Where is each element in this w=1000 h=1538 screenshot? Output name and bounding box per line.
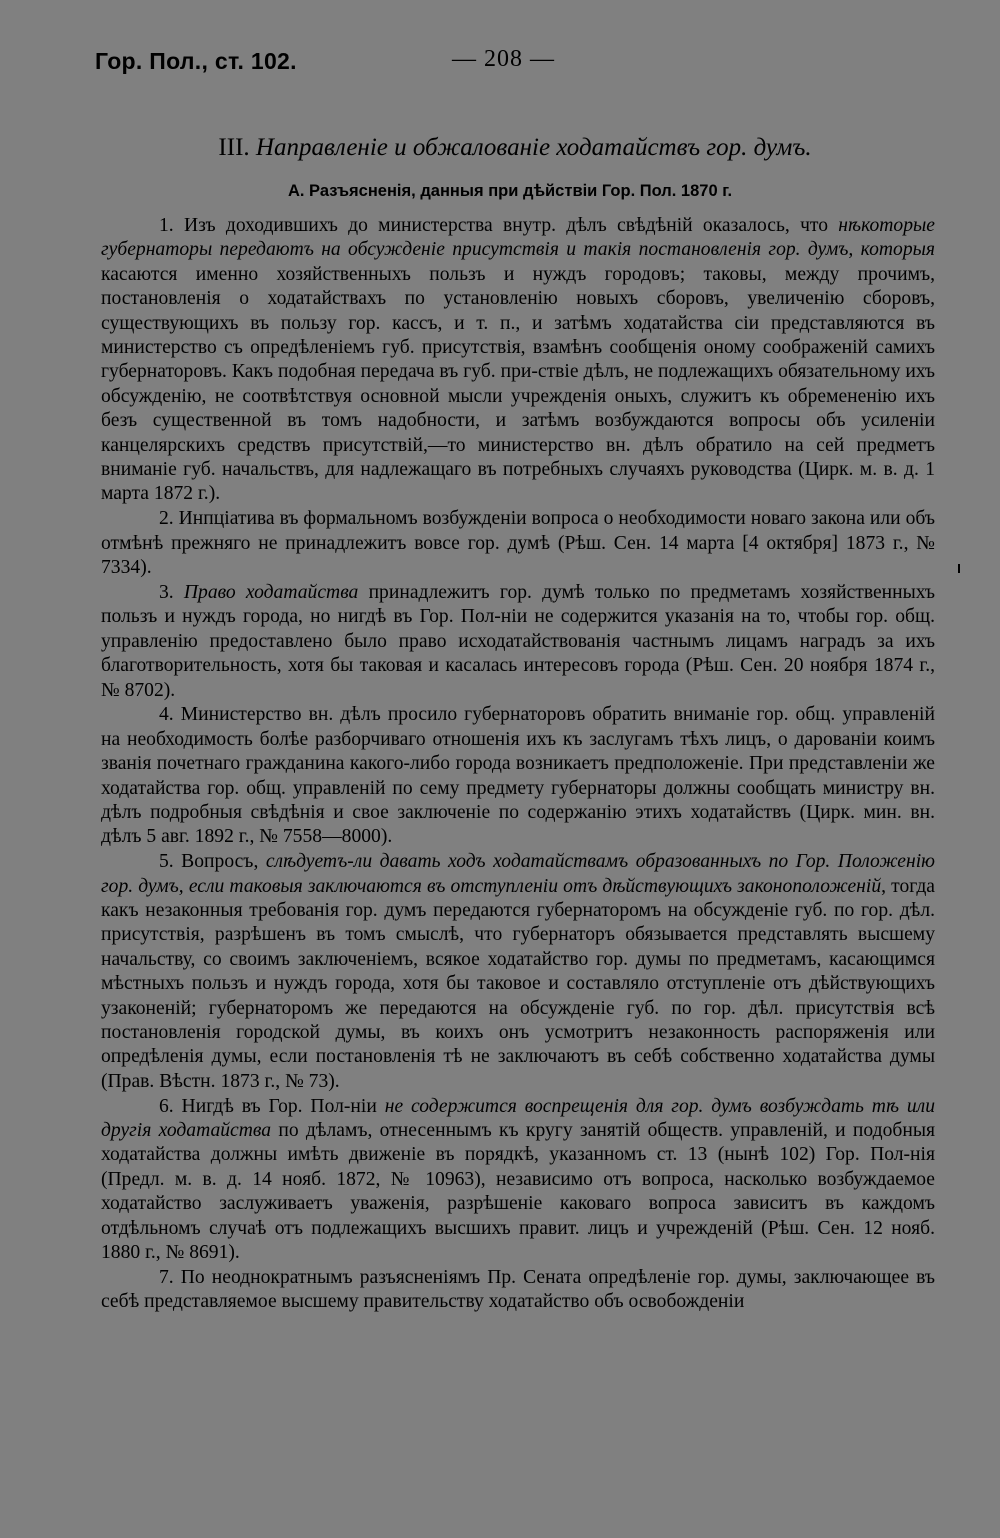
paragraph-1-emphasis: нѣкоторые губернаторы передаютъ на обсужденіе присутствія и такія постановленія гор. думъ, которыя bbox=[101, 215, 935, 261]
paragraph-5-text-cont: , тогда какъ незаконныя требованія гор. думъ передаются губернаторомъ на обсужденіе губ. по гор. дѣл. присутствія, разрѣшенъ въ томъ смыслѣ, что губернаторъ обязывается представлять высшему начальству, со своимъ заключеніемъ, всякое ходатайство гор. думы по предметамъ, касающимся мѣстныхъ пользъ и нуждъ города, хотя бы таковое и составляло отступленіе отъ дѣйствующихъ узаконеній; губернаторомъ же передаются на обсужденіе губ. по гор. дѣл. присутствія всѣ постановленія городской думы, въ коихъ онъ усмотритъ незаконность распоряженія или опредѣленія думы, если постановленія тѣ не заключаютъ въ себѣ собственно ходатайства думы (Прав. Вѣстн. 1873 г., № 73). bbox=[101, 875, 935, 1092]
paragraph-7-text: 7. По неоднократнымъ разъясненіямъ Пр. Сената опредѣленіе гор. думы, заключающее въ себѣ представляемое высшему правительству ходатайство объ освобожденіи bbox=[101, 1266, 935, 1313]
paragraph-6-text: 6. Нигдѣ въ Гор. Пол-ніи bbox=[159, 1095, 385, 1117]
section-title-text: Направленіе и обжалованіе ходатайствъ гор. думъ. bbox=[255, 134, 812, 161]
margin-mark bbox=[958, 564, 960, 573]
paragraph-2-text: 2. Инпціатива въ формальномъ возбужденіи вопроса о необходимости новаго закона или объ отмѣнѣ прежняго не принадлежитъ вовсе гор. думѣ (Рѣш. Сен. 14 марта [4 октября] 1873 г., № 7334). bbox=[101, 508, 935, 579]
paragraph-4-text: 4. Министерство вн. дѣлъ просило губернаторовъ обратить вниманіе гор. общ. управленій на необходимость болѣе разборчиваго отношенія ихъ къ заслугамъ тѣхъ лицъ, о дарованіи коимъ званія почетнаго гражданина какого-либо города возникаетъ предположеніе. При представленіи же ходатайства гор. общ. управленій по сему предмету губернаторы должны сообщать министру вн. дѣлъ подробныя свѣдѣнія и свое заключеніе по содержанію этихъ ходатайствъ (Цирк. мин. вн. дѣлъ 5 авг. 1892 г., № 7558—8000). bbox=[101, 704, 935, 848]
paragraph-6-text-cont: по дѣламъ, отнесеннымъ къ кругу занятій обществ. управленій, и подобныя ходатайства должны имѣть движеніе въ порядкѣ, указанномъ ст. 13 (нынѣ 102) Гор. Пол-нія (Предл. м. в. д. 14 нояб. 1872, № 10963), независимо отъ вопроса, насколько возбуждаемое ходатайство заслуживаетъ уваженія, разрѣшеніе каковаго вопроса зависитъ въ каждомъ отдѣльномъ случаѣ отъ подлежащихъ высшихъ правит. лицъ и учрежденій (Рѣш. Сен. 12 нояб. 1880 г., № 8691). bbox=[101, 1119, 935, 1264]
paragraph-3-text: 3. bbox=[159, 581, 184, 603]
paragraph-1-text-cont: касаются именно хозяйственныхъ пользъ и нуждъ городовъ; таковы, между прочимъ, постановленія о ходатайствахъ по установленію новыхъ сборовъ, увеличенію сборовъ, существующихъ въ пользу гор. кассъ, и т. п., и затѣмъ ходатайства сіи представляются въ министерство съ опредѣленіемъ губ. присутствія, взамѣнъ сообщенія оному соображеній самихъ губернаторовъ. Какъ подобная передача въ губ. при-ствіе дѣлъ, не подлежащихъ обязательному ихъ обсужденію, не соотвѣтствуя основной мысли учрежденія оныхъ, служитъ къ обремененію ихъ безъ существенной въ томъ надобности, и затѣмъ возбуждаются вопросы объ усиленіи канцелярскихъ средствъ присутствій,—то министерство вн. дѣлъ обратило на сей предметъ вниманіе губ. начальствъ, для надлежащаго въ потребныхъ случаяхъ руководства (Цирк. м. в. д. 1 марта 1872 г.). bbox=[101, 263, 935, 505]
article-reference: Гор. Пол., ст. 102. bbox=[95, 48, 297, 74]
paragraph-4 bbox=[101, 703, 935, 849]
paragraph-6-emphasis: не содержится воспрещенія для гор. думъ возбуждать тѣ или другія ходатайства bbox=[101, 1095, 936, 1141]
paragraph-3-emphasis: Право ходатайства bbox=[183, 581, 359, 603]
running-head bbox=[95, 44, 930, 84]
paragraph-5-emphasis: слѣдуетъ-ли давать ходъ ходатайствамъ образованныхъ по Гор. Положенію гор. думъ, если таковыя заключаются въ отступленіи отъ дѣйствующихъ законоположеній bbox=[101, 851, 935, 897]
subheading: A. Разъясненія, данныя при дѣйствіи Гор. Пол. 1870 г. bbox=[287, 182, 733, 200]
paragraph-5-text: 5. Вопросъ, bbox=[159, 851, 266, 873]
paragraph-2 bbox=[101, 507, 935, 580]
section-numeral: III. bbox=[218, 134, 250, 161]
page-number: — 208 — bbox=[452, 46, 555, 72]
paragraph-3-text-cont: принадлежитъ гор. думѣ только по предметамъ хозяйственныхъ пользъ и нуждъ города, но нигдѣ въ Гор. Пол-ніи не содержится указанія на то, чтобы гор. общ. управленію предоставлено было право исходатайствованія частнымъ лицамъ наградъ за ихъ благотворительность, хотя бы таковая и касалась интересовъ города (Рѣш. Сен. 20 ноября 1874 г., № 8702). bbox=[101, 581, 935, 701]
body-text bbox=[101, 214, 935, 1315]
section-title bbox=[0, 134, 1000, 162]
paragraph-6 bbox=[101, 1095, 935, 1266]
paragraph-5 bbox=[101, 850, 935, 1094]
paragraph-1 bbox=[101, 214, 935, 507]
paragraph-3 bbox=[101, 581, 935, 703]
paragraph-1-text: 1. Изъ доходившихъ до министерства внутр. дѣлъ свѣдѣній оказалось, что bbox=[159, 215, 839, 236]
paragraph-7 bbox=[101, 1266, 935, 1315]
